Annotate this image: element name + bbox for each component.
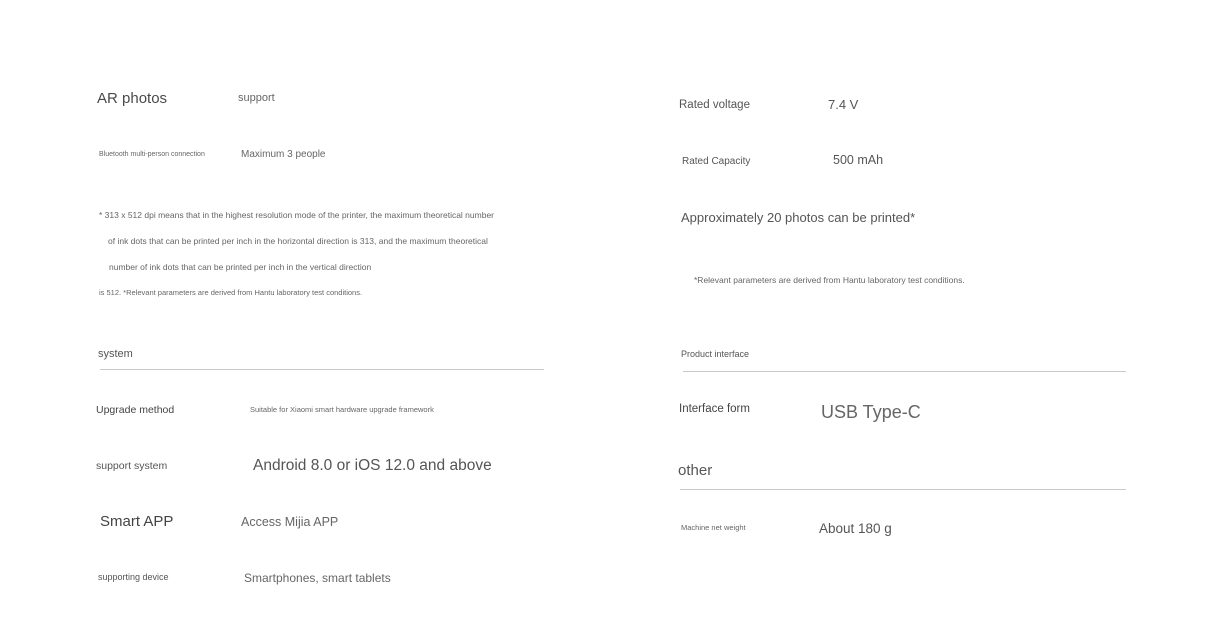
other-heading: other <box>678 462 713 479</box>
ar-photos-label: AR photos <box>97 90 168 107</box>
rated-voltage-label: Rated voltage <box>679 99 750 111</box>
support-system-label: support system <box>96 460 168 472</box>
product-interface-heading: Product interface <box>681 349 750 359</box>
interface-form-label: Interface form <box>679 403 750 415</box>
machine-net-weight-value: About 180 g <box>819 521 892 536</box>
rated-voltage-value: 7.4 V <box>828 97 859 112</box>
footnote-line-3: number of ink dots that can be printed per inch in the vertical direction <box>109 262 372 272</box>
interface-form-value: USB Type-C <box>821 402 921 422</box>
footnote-line-2: of ink dots that can be printed per inch in the horizontal direction is 313, and the maximum theoretical <box>108 236 488 246</box>
system-divider <box>100 369 544 370</box>
footnote-line-4: is 512. *Relevant parameters are derived from Hantu laboratory test conditions. <box>99 288 363 297</box>
relevant-parameters-note: *Relevant parameters are derived from Hantu laboratory test conditions. <box>694 275 965 285</box>
rated-capacity-label: Rated Capacity <box>682 156 751 167</box>
smart-app-label: Smart APP <box>100 513 174 530</box>
other-divider <box>680 489 1126 490</box>
bluetooth-value: Maximum 3 people <box>241 149 326 160</box>
upgrade-method-value: Suitable for Xiaomi smart hardware upgrade framework <box>250 405 434 414</box>
photos-printed-note: Approximately 20 photos can be printed* <box>681 210 916 225</box>
supporting-device-value: Smartphones, smart tablets <box>244 571 391 585</box>
machine-net-weight-label: Machine net weight <box>681 523 746 532</box>
system-heading: system <box>98 348 133 360</box>
ar-photos-value: support <box>238 92 275 104</box>
rated-capacity-value: 500 mAh <box>833 153 884 167</box>
product-interface-divider <box>683 371 1126 372</box>
upgrade-method-label: Upgrade method <box>96 404 175 416</box>
support-system-value: Android 8.0 or iOS 12.0 and above <box>253 457 492 474</box>
supporting-device-label: supporting device <box>98 572 169 582</box>
footnote-line-1: * 313 x 512 dpi means that in the highest resolution mode of the printer, the maximum theoretical number <box>99 210 495 220</box>
bluetooth-label: Bluetooth multi-person connection <box>99 151 205 158</box>
smart-app-value: Access Mijia APP <box>241 515 339 529</box>
